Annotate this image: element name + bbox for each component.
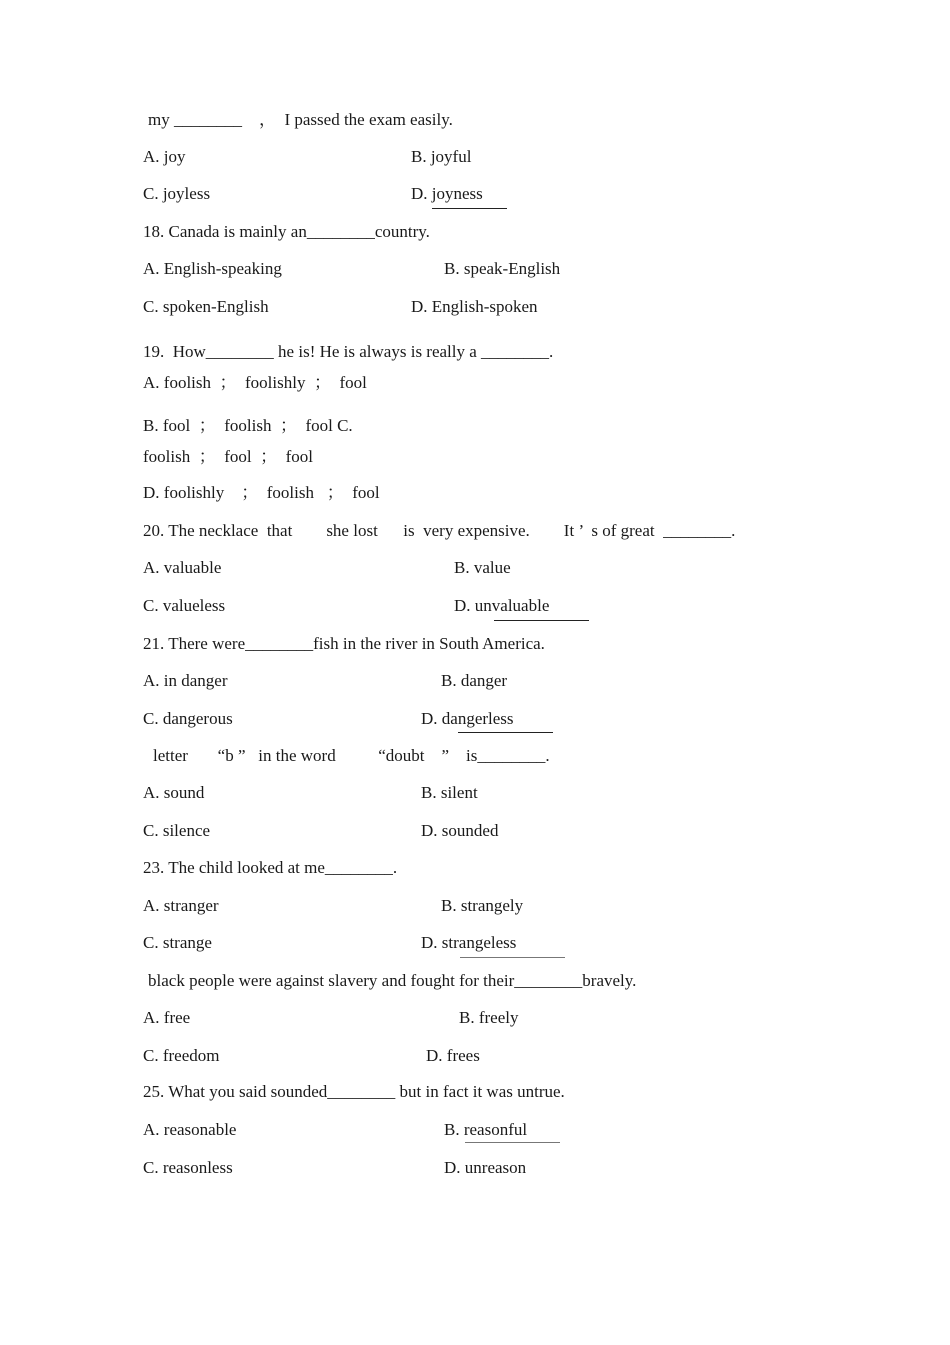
option-c: C. reasonless	[143, 1158, 233, 1177]
underline	[460, 957, 565, 958]
option-b: B. danger	[441, 671, 508, 690]
underline	[458, 732, 553, 733]
underline	[432, 208, 507, 209]
question-stem: 20. The necklace that she lost is very expensive. It ’ s of great ________.	[143, 521, 736, 540]
question-stem: 19. How________ he is! He is always is really a ________.	[143, 342, 554, 361]
option-a: A. valuable	[143, 558, 222, 577]
option-c: foolish ； fool ； fool	[143, 447, 313, 466]
option-a: A. English-speaking	[143, 259, 282, 278]
option-b: B. silent	[421, 783, 478, 802]
option-d: D. English-spoken	[411, 297, 538, 316]
option-c: C. spoken-English	[143, 297, 269, 316]
option-b: B. freely	[459, 1008, 519, 1027]
option-d: D. unreason	[444, 1158, 527, 1177]
option-c: C. strange	[143, 933, 212, 952]
option-a: A. joy	[143, 147, 186, 166]
option-d: D. joyness	[411, 184, 483, 203]
option-d: D. sounded	[421, 821, 499, 840]
option-b: B. reasonful	[444, 1120, 528, 1139]
option-a: A. foolish ； foolishly ； fool	[143, 373, 367, 392]
option-c: C. joyless	[143, 184, 211, 203]
option-b: B. joyful	[411, 147, 472, 166]
option-a: A. in danger	[143, 671, 228, 690]
question-stem: my ________ ， I passed the exam easily.	[148, 110, 453, 129]
option-b: B. strangely	[441, 896, 524, 915]
option-b: B. speak-English	[444, 259, 561, 278]
question-stem: 21. There were________fish in the river in South America.	[143, 634, 545, 653]
option-a: A. reasonable	[143, 1120, 237, 1139]
option-a: A. stranger	[143, 896, 219, 915]
option-d: D. foolishly ； foolish ； fool	[143, 483, 380, 502]
question-stem: 25. What you said sounded________ but in fact it was untrue.	[143, 1082, 565, 1101]
option-d: D. strangeless	[421, 933, 517, 952]
option-a: A. sound	[143, 783, 205, 802]
option-d: D. unvaluable	[454, 596, 550, 615]
option-d: D. dangerless	[421, 709, 514, 728]
option-b: B. value	[454, 558, 511, 577]
underline	[465, 1142, 560, 1143]
option-c: C. valueless	[143, 596, 226, 615]
question-stem: 18. Canada is mainly an________country.	[143, 222, 430, 241]
option-b: B. fool ； foolish ； fool C.	[143, 416, 353, 435]
option-c: C. dangerous	[143, 709, 233, 728]
question-stem: black people were against slavery and fought for their________bravely.	[148, 971, 637, 990]
option-d: D. frees	[426, 1046, 480, 1065]
question-stem: 23. The child looked at me________.	[143, 858, 398, 877]
underline	[494, 620, 589, 621]
question-stem: letter “b ” in the word “doubt ” is________.	[153, 746, 550, 765]
option-c: C. silence	[143, 821, 211, 840]
option-a: A. free	[143, 1008, 191, 1027]
option-c: C. freedom	[143, 1046, 220, 1065]
